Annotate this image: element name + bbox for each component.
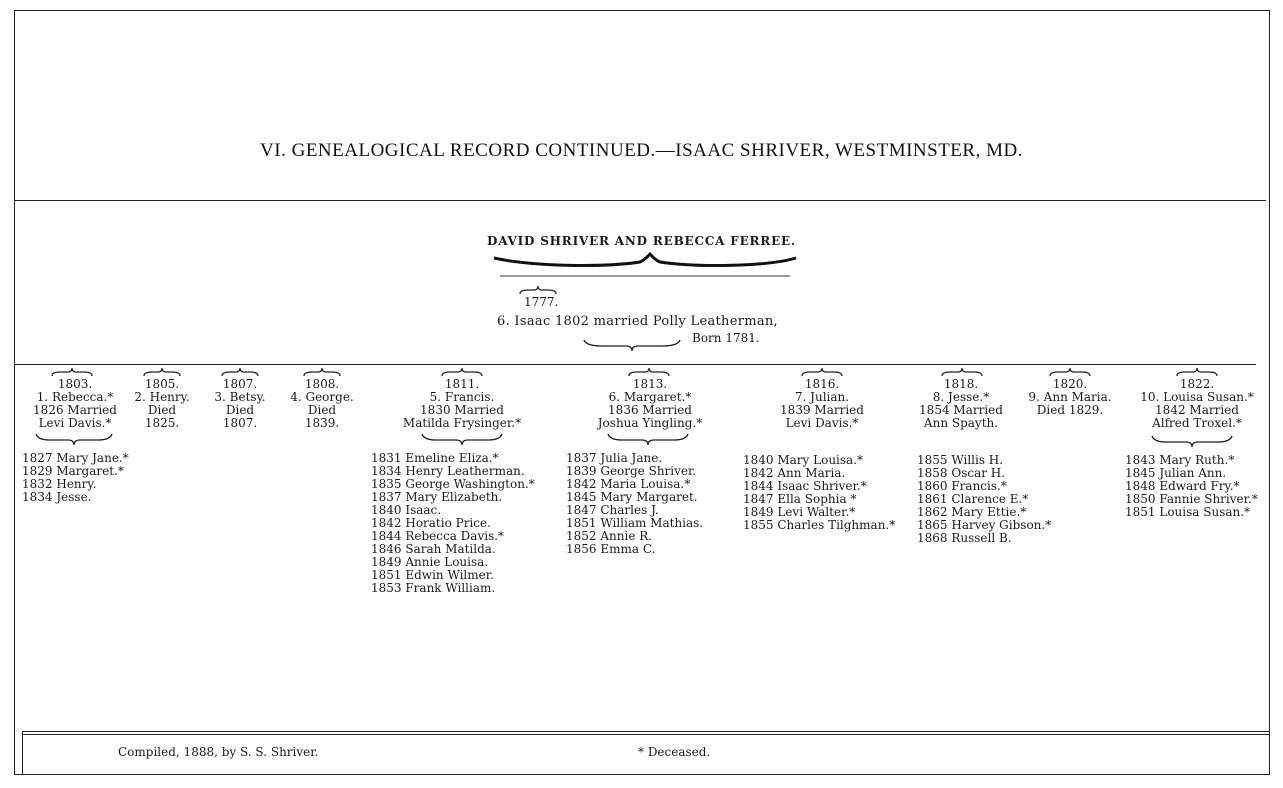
sibling-2-died-year: 1825. bbox=[144, 416, 180, 430]
sibling-5 bbox=[382, 378, 542, 430]
child-entry: 1840 Isaac. bbox=[371, 503, 442, 517]
sibling-10-spouse: Alfred Troxel.* bbox=[1152, 416, 1242, 430]
footer-top-rule bbox=[22, 731, 1270, 732]
sibling-6-children-brace bbox=[606, 432, 690, 446]
child-entry: 1835 George Washington.* bbox=[371, 477, 535, 491]
child-entry: 1840 Mary Louisa.* bbox=[743, 453, 864, 467]
child-entry: 1845 Mary Margaret. bbox=[566, 490, 698, 504]
child-entry: 1842 Horatio Price. bbox=[371, 516, 491, 530]
sibling-9 bbox=[1014, 378, 1126, 417]
child-entry: 1860 Francis.* bbox=[917, 479, 1007, 493]
child-entry: 1843 Mary Ruth.* bbox=[1125, 453, 1235, 467]
sibling-4-died: Died bbox=[307, 403, 337, 417]
child-entry: 1862 Mary Ettie.* bbox=[917, 505, 1027, 519]
child-entry: 1834 Henry Leatherman. bbox=[371, 464, 525, 478]
bottom-border bbox=[14, 774, 1270, 775]
sibling-1 bbox=[20, 378, 130, 430]
child-entry: 1865 Harvey Gibson.* bbox=[917, 518, 1052, 532]
sibling-2-name: 2. Henry. bbox=[134, 390, 190, 404]
sibling-5-children bbox=[371, 452, 535, 595]
child-entry: 1848 Edward Fry.* bbox=[1125, 479, 1240, 493]
sibling-7-spouse: Levi Davis.* bbox=[785, 416, 859, 430]
sibling-2-year: 1805. bbox=[144, 377, 180, 391]
sibling-8-children bbox=[917, 454, 1051, 545]
child-entry: 1851 William Mathias. bbox=[566, 516, 704, 530]
sibling-5-married: 1830 Married bbox=[420, 403, 504, 417]
child-entry: 1858 Oscar H. bbox=[917, 466, 1006, 480]
child-entry: 1846 Sarah Matilda. bbox=[371, 542, 496, 556]
deceased-legend: * Deceased. bbox=[638, 745, 711, 759]
sibling-4-name: 4. George. bbox=[290, 390, 354, 404]
sibling-9-year: 1820. bbox=[1052, 377, 1088, 391]
sibling-6-name: 6. Margaret.* bbox=[608, 390, 692, 404]
child-entry: 1855 Charles Tilghman.* bbox=[743, 518, 896, 532]
footer-inner-rule bbox=[22, 734, 1270, 735]
sibling-7-year: 1816. bbox=[804, 377, 840, 391]
child-entry: 1855 Willis H. bbox=[917, 453, 1004, 467]
child-entry: 1829 Margaret.* bbox=[22, 464, 124, 478]
child-entry: 1847 Ella Sophia * bbox=[743, 492, 857, 506]
child-entry: 1837 Julia Jane. bbox=[566, 451, 663, 465]
child-entry: 1853 Frank William. bbox=[371, 581, 496, 595]
sibling-10-year: 1822. bbox=[1179, 377, 1215, 391]
isaac-marriage-line: 6. Isaac 1802 married Polly Leatherman, bbox=[497, 314, 778, 329]
sibling-5-name: 5. Francis. bbox=[429, 390, 495, 404]
sibling-6 bbox=[570, 378, 730, 430]
child-entry: 1849 Annie Louisa. bbox=[371, 555, 489, 569]
sibling-7-children bbox=[743, 454, 895, 532]
siblings-rule bbox=[14, 364, 1256, 365]
sibling-1-married: 1826 Married bbox=[33, 403, 117, 417]
sibling-6-children bbox=[566, 452, 703, 556]
sibling-10-children-brace bbox=[1150, 434, 1234, 448]
child-entry: 1868 Russell B. bbox=[917, 531, 1012, 545]
left-border bbox=[14, 10, 15, 774]
child-entry: 1845 Julian Ann. bbox=[1125, 466, 1227, 480]
top-border bbox=[14, 10, 1270, 11]
child-entry: 1827 Mary Jane.* bbox=[22, 451, 129, 465]
sibling-6-married: 1836 Married bbox=[608, 403, 692, 417]
sibling-1-name: 1. Rebecca.* bbox=[36, 390, 114, 404]
sibling-4 bbox=[282, 378, 362, 430]
sibling-6-spouse: Joshua Yingling.* bbox=[597, 416, 703, 430]
child-entry: 1856 Emma C. bbox=[566, 542, 656, 556]
title-rule bbox=[14, 200, 1266, 201]
page-title: VI. GENEALOGICAL RECORD CONTINUED.—ISAAC SHRIVER, WESTMINSTER, MD. bbox=[260, 140, 1023, 161]
sibling-7-name: 7. Julian. bbox=[794, 390, 850, 404]
child-entry: 1844 Isaac Shriver.* bbox=[743, 479, 867, 493]
polly-birth: Born 1781. bbox=[692, 331, 760, 345]
child-entry: 1849 Levi Walter.* bbox=[743, 505, 856, 519]
sibling-1-children bbox=[22, 452, 129, 504]
isaac-birth-year: 1777. bbox=[524, 295, 559, 309]
sibling-4-died-year: 1839. bbox=[304, 416, 340, 430]
sibling-3-year: 1807. bbox=[222, 377, 258, 391]
child-entry: 1851 Edwin Wilmer. bbox=[371, 568, 494, 582]
sibling-10-name: 10. Louisa Susan.* bbox=[1140, 390, 1254, 404]
compiled-note: Compiled, 1888, by S. S. Shriver. bbox=[118, 745, 319, 759]
child-entry: 1842 Maria Louisa.* bbox=[566, 477, 691, 491]
sibling-3-died-year: 1807. bbox=[222, 416, 258, 430]
child-entry: 1861 Clarence E.* bbox=[917, 492, 1029, 506]
child-entry: 1851 Louisa Susan.* bbox=[1125, 505, 1251, 519]
sibling-5-spouse: Matilda Frysinger.* bbox=[402, 416, 522, 430]
sibling-3 bbox=[204, 378, 276, 430]
sibling-8-year: 1818. bbox=[943, 377, 979, 391]
sibling-1-children-brace bbox=[34, 432, 114, 446]
sibling-9-died: Died 1829. bbox=[1036, 403, 1104, 417]
ornamental-divider bbox=[490, 250, 800, 280]
sibling-3-name: 3. Betsy. bbox=[214, 390, 266, 404]
child-entry: 1847 Charles J. bbox=[566, 503, 659, 517]
sibling-5-year: 1811. bbox=[444, 377, 480, 391]
right-border bbox=[1269, 10, 1270, 774]
sibling-1-spouse: Levi Davis.* bbox=[38, 416, 112, 430]
parents-heading: DAVID SHRIVER AND REBECCA FERREE. bbox=[487, 234, 796, 248]
child-entry: 1831 Emeline Eliza.* bbox=[371, 451, 499, 465]
child-entry: 1832 Henry. bbox=[22, 477, 97, 491]
sibling-1-year: 1803. bbox=[57, 377, 93, 391]
sibling-4-year: 1808. bbox=[304, 377, 340, 391]
sibling-3-died: Died bbox=[225, 403, 255, 417]
sibling-8-name: 8. Jesse.* bbox=[932, 390, 990, 404]
footer-left-border bbox=[22, 731, 23, 774]
sibling-10 bbox=[1126, 378, 1268, 430]
child-entry: 1852 Annie R. bbox=[566, 529, 653, 543]
child-entry: 1850 Fannie Shriver.* bbox=[1125, 492, 1258, 506]
sibling-8-spouse: Ann Spayth. bbox=[923, 416, 999, 430]
child-entry: 1834 Jesse. bbox=[22, 490, 92, 504]
sibling-7 bbox=[762, 378, 882, 430]
isaac-children-brace bbox=[582, 338, 682, 352]
sibling-9-name: 9. Ann Maria. bbox=[1028, 390, 1112, 404]
child-entry: 1844 Rebecca Davis.* bbox=[371, 529, 505, 543]
sibling-8 bbox=[905, 378, 1017, 430]
child-entry: 1837 Mary Elizabeth. bbox=[371, 490, 503, 504]
child-entry: 1839 George Shriver. bbox=[566, 464, 697, 478]
child-entry: 1842 Ann Maria. bbox=[743, 466, 846, 480]
sibling-10-children bbox=[1125, 454, 1258, 519]
sibling-2 bbox=[126, 378, 198, 430]
sibling-5-children-brace bbox=[420, 432, 504, 446]
sibling-10-married: 1842 Married bbox=[1155, 403, 1239, 417]
sibling-8-married: 1854 Married bbox=[919, 403, 1003, 417]
sibling-2-died: Died bbox=[147, 403, 177, 417]
sibling-6-year: 1813. bbox=[632, 377, 668, 391]
sibling-7-married: 1839 Married bbox=[780, 403, 864, 417]
